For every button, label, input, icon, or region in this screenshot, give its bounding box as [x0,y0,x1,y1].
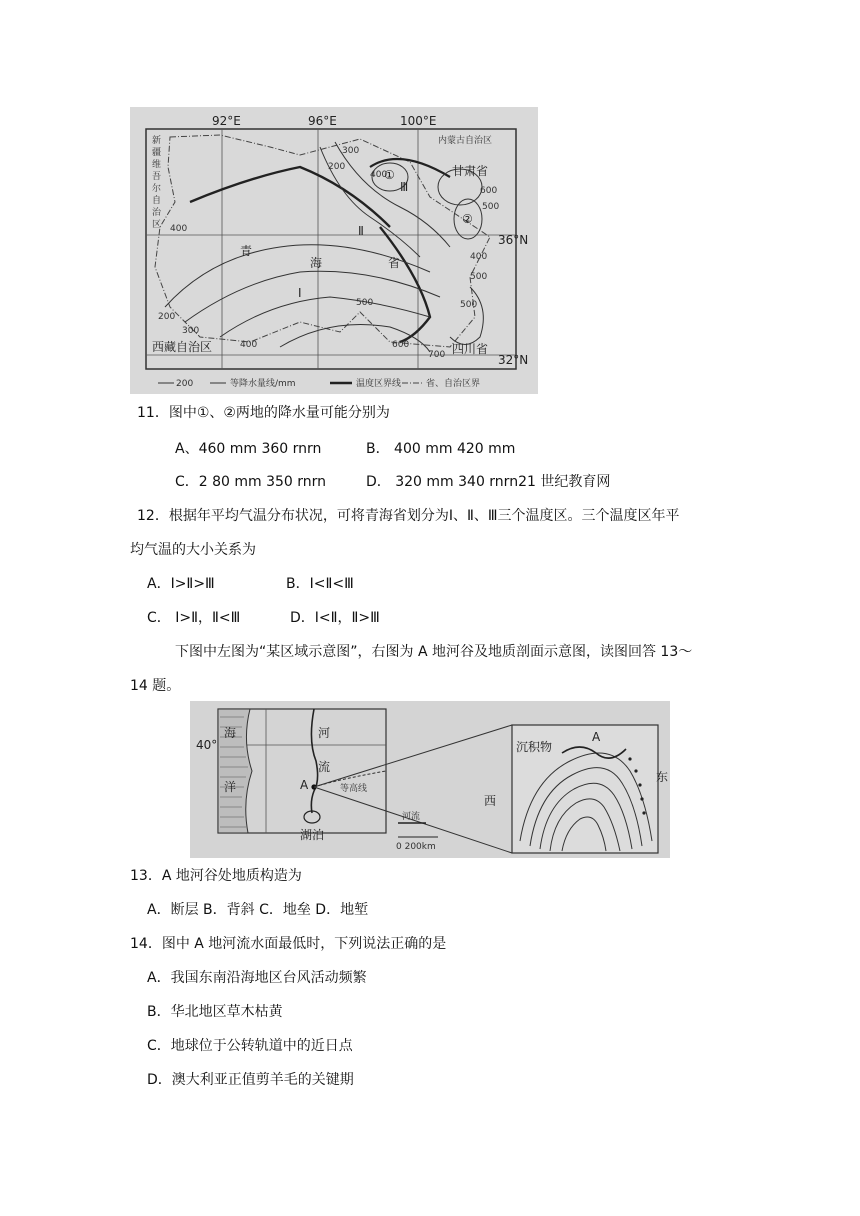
isohyet-value-5: 500 [482,202,500,212]
fig2-lake-label: 湖泊 [300,828,325,842]
isohyet-value-7: 200 [158,312,176,322]
intro-line2: 14 题。 [130,678,181,694]
isohyet-value-3: 400 [370,170,388,180]
tibet-label: 西藏自治区 [152,340,213,354]
q13-options: A．断层 B．背斜 C．地垒 D．地堑 [147,902,369,918]
isohyet-value-13: 600 [392,340,410,350]
q11-option-b: B． 400 mm 420 mm [366,441,516,457]
fig2-legend-river: 河流 [402,812,421,822]
point-1-label: ① [384,168,395,182]
fig2-ocean-char-2: 洋 [224,780,237,794]
legend-temp-boundary: 温度区界线 [356,379,402,389]
inner-mongolia-label: 内蒙古自治区 [438,136,493,146]
fig2-river-char-1: 河 [318,726,331,740]
fig2-sediment-label: 沉积物 [516,740,553,754]
qinghai-char-2: 海 [310,256,323,270]
xinjiang-char-1: 新 [152,136,162,146]
fig2-lat-label: 40° [196,738,218,752]
intro-line1: 下图中左图为“某区域示意图”，右图为 A 地河谷及地质剖面示意图，读图回答 13～ [175,644,693,660]
gansu-label: 甘肃省 [452,164,489,178]
isohyet-value-1: 200 [328,162,346,172]
isohyet-value-12: 500 [470,272,488,282]
point-2-label: ② [462,212,473,226]
legend-isohyet-text: 等降水量线/mm [230,379,296,389]
isohyet-value-9: 400 [470,252,488,262]
q12-option-c: C． Ⅰ>Ⅱ，Ⅱ<Ⅲ [147,610,241,626]
fig2-contour-label: 等高线 [340,784,368,794]
xinjiang-char-4: 吾 [152,172,162,182]
qinghai-map-figure [130,107,538,394]
isohyet-value-4: 400 [170,224,188,234]
q12-option-d: D．Ⅰ<Ⅱ，Ⅱ>Ⅲ [290,610,380,626]
q14-option-b: B．华北地区草木枯黄 [147,1004,283,1020]
fig2-scale: 0 200km [396,842,436,852]
fig2-east-label: 东 [656,770,669,784]
isohyet-value-6: 600 [480,186,498,196]
fig2-section-a: A [592,730,601,744]
q13-stem: 13．A 地河谷处地质构造为 [130,868,302,884]
sichuan-label: 四川省 [452,342,489,356]
q14-option-c: C．地球位于公转轨道中的近日点 [147,1038,353,1054]
isohyet-value-8: 300 [182,326,200,336]
lon-label-92: 92°E [212,114,241,128]
isohyet-value-10: 400 [240,340,258,350]
fig2-ocean-char-1: 海 [224,726,237,740]
lat-label-36: 36°N [498,233,529,247]
q12-option-a: A．Ⅰ>Ⅱ>Ⅲ [147,576,215,592]
isohyet-value-14: 700 [428,350,446,360]
region-section-svg [190,701,670,858]
fig2-river-char-2: 流 [318,760,331,774]
lon-label-96: 96°E [308,114,337,128]
qinghai-char-3: 省 [388,256,401,270]
zone-1-label: Ⅰ [298,286,302,300]
q11-option-a: A、460 mm 360 rnrn [175,441,322,457]
xinjiang-char-6: 自 [152,196,162,206]
q12-option-b: B．Ⅰ<Ⅱ<Ⅲ [286,576,354,592]
q12-stem-line1: 12．根据年平均气温分布状况，可将青海省划分为Ⅰ、Ⅱ、Ⅲ三个温度区。三个温度区年平 [137,508,680,524]
q14-stem: 14．图中 A 地河流水面最低时，下列说法正确的是 [130,936,447,952]
q12-stem-line2: 均气温的大小关系为 [130,542,256,558]
qinghai-map-svg [130,107,538,394]
xinjiang-char-8: 区 [152,220,162,230]
isohyet-value-2: 300 [342,146,360,156]
lat-label-32: 32°N [498,353,529,367]
zone-2-label: Ⅱ [358,224,364,238]
q11-option-d: D． 320 mm 340 rnrn21 世纪教育网 [366,474,611,490]
qinghai-char-1: 青 [240,244,253,258]
q14-option-d: D．澳大利亚正值剪羊毛的关键期 [147,1072,354,1088]
isohyet-value-15: 500 [460,300,478,310]
xinjiang-char-2: 疆 [152,148,162,158]
q14-option-a: A．我国东南沿海地区台风活动频繁 [147,970,367,986]
zone-3-label: Ⅲ [400,180,409,194]
fig2-point-a: A [300,778,309,792]
xinjiang-char-3: 维 [152,160,162,170]
xinjiang-char-5: 尔 [152,184,162,194]
isohyet-value-11: 500 [356,298,374,308]
legend-isohyet-sample: 200 [176,379,194,389]
legend-province-boundary: 省、自治区界 [426,379,481,389]
xinjiang-char-7: 治 [152,208,162,218]
q11-stem: 11．图中①、②两地的降水量可能分别为 [137,405,390,421]
lon-label-100: 100°E [400,114,437,128]
q11-option-c: C．2 80 mm 350 rnrn [175,474,327,490]
fig2-west-label: 西 [484,794,497,808]
region-section-figure [190,701,670,858]
